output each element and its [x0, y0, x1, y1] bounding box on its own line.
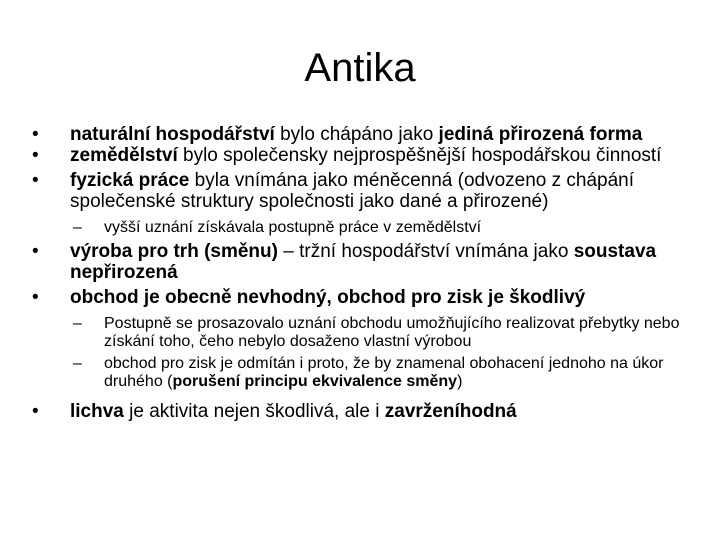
bullet-glyph: •	[32, 124, 39, 145]
subbullet-item	[28, 315, 698, 351]
bullet-item	[28, 287, 698, 308]
subbullet-item	[28, 219, 698, 237]
bullet-text: obchod je obecně nevhodný, obchod pro zisk je škodlivý	[70, 287, 586, 308]
bullet-text: soustava nepřirozená	[70, 241, 657, 283]
bullet-text: zemědělství	[70, 145, 178, 166]
bullet-text: bylo chápáno jako	[274, 124, 439, 145]
bullet-text: byla vnímána jako méněcenná (odvozeno z chápání společenské struktury společnosti jako dané a přirozené)	[70, 170, 635, 212]
bullet-text: naturální hospodářství	[70, 124, 275, 145]
dash-glyph: –	[73, 315, 82, 332]
bullet-item	[28, 145, 698, 166]
subbullet-text: )	[457, 373, 463, 390]
bullet-text: zavrženíhodná	[384, 401, 517, 422]
bullet-glyph: •	[32, 241, 39, 262]
subbullet-text: obchod pro zisk je odmítán i proto, že by znamenal obohacení jednoho na úkor druhého (	[104, 355, 664, 390]
bullet-text: lichva	[70, 401, 124, 422]
bullet-text: bylo společensky nejprospěšnější hospodářskou činností	[177, 145, 662, 166]
bullet-glyph: •	[32, 170, 39, 191]
subbullet-text: vyšší uznání získávala postupně práce v zemědělství	[104, 219, 482, 236]
bullet-item	[28, 124, 698, 145]
bullet-text: výroba pro trh (směnu)	[70, 241, 278, 262]
bullet-glyph: •	[32, 145, 39, 166]
bullet-glyph: •	[32, 401, 39, 422]
dash-glyph: –	[73, 219, 82, 236]
bullet-text: je aktivita nejen škodlivá, ale i	[123, 401, 385, 422]
subbullet-text: porušení principu ekvivalence směny	[172, 373, 458, 390]
slide-content	[28, 124, 698, 422]
bullet-text: fyzická práce	[70, 170, 190, 191]
dash-glyph: –	[73, 355, 82, 372]
subbullet-item	[28, 355, 698, 391]
bullet-item	[28, 170, 698, 212]
bullet-text: jediná přirozená forma	[438, 124, 643, 145]
bullet-glyph: •	[32, 287, 39, 308]
subbullet-text: Postupně se prosazovalo uznání obchodu umožňujícího realizovat přebytky nebo získání toho, čeho nebylo dosaženo vlastní výrobou	[104, 315, 680, 350]
bullet-item	[28, 401, 698, 422]
slide-title: Antika	[304, 46, 416, 90]
bullet-text: – tržní hospodářství vnímána jako	[277, 241, 574, 262]
bullet-item	[28, 241, 698, 283]
